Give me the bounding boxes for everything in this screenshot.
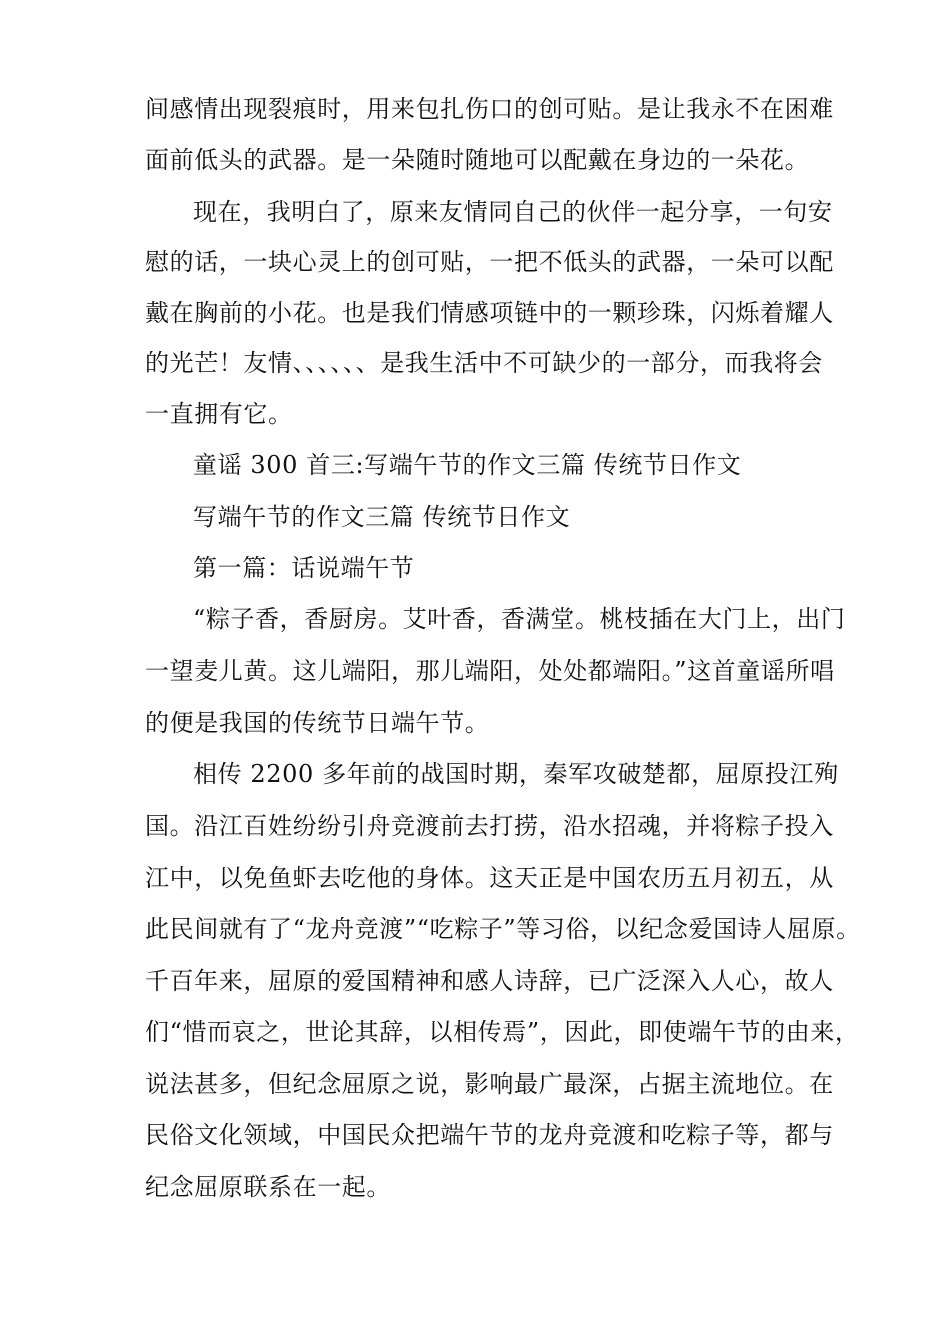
text-line: 间感情出现裂痕时，用来包扎伤口的创可贴。是让我永不在困难 [145, 95, 834, 123]
text-line: 国。沿江百姓纷纷引舟竞渡前去打捞，沿水招魂，并将粽子投入 [145, 812, 834, 840]
text-line: 江中，以免鱼虾去吃他的身体。这天正是中国农历五月初五，从 [145, 864, 834, 892]
text-line: 的光芒！友情、、、、、、是我生活中不可缺少的一部分，而我将会 [145, 349, 823, 377]
text-line: 们“惜而哀之，世论其辞，以相传焉”，因此，即使端午节的由来， [145, 1018, 860, 1046]
text-line: 慰的话，一块心灵上的创可贴，一把不低头的武器，一朵可以配 [145, 248, 834, 276]
text-line: 面前低头的武器。是一朵随时随地可以配戴在身边的一朵花。 [145, 146, 810, 174]
text-line: 现在，我明白了，原来友情同自己的伙伴一起分享，一句安 [193, 198, 833, 226]
text-line: “粽子香，香厨房。艾叶香，香满堂。桃枝插在大门上，出门 [193, 605, 846, 633]
text-line: 千百年来，屈原的爱国精神和感人诗辞，已广泛深入人心，故人 [145, 967, 834, 995]
heading-line: 童谣 300 首三:写端午节的作文三篇 传统节日作文 [193, 451, 742, 479]
heading-line: 写端午节的作文三篇 传统节日作文 [193, 503, 571, 531]
text-line: 此民间就有了“龙舟竞渡”“吃粽子”等习俗，以纪念爱国诗人屈原。 [145, 915, 861, 943]
text-line: 一直拥有它。 [145, 400, 293, 428]
text-line: 纪念屈原联系在一起。 [145, 1173, 391, 1201]
text-line: 戴在胸前的小花。也是我们情感项链中的一颗珍珠，闪烁着耀人 [145, 299, 834, 327]
heading-line: 第一篇：话说端午节 [193, 554, 415, 582]
text-line: 的便是我国的传统节日端午节。 [145, 709, 490, 737]
text-line: 相传 2200 多年前的战国时期，秦军攻破楚都，屈原投江殉 [193, 760, 839, 788]
text-line: 民俗文化领域，中国民众把端午节的龙舟竞渡和吃粽子等，都与 [145, 1121, 834, 1149]
text-line: 说法甚多，但纪念屈原之说，影响最广最深，占据主流地位。在 [145, 1070, 834, 1098]
text-line: 一望麦儿黄。这儿端阳，那儿端阳，处处都端阳。”这首童谣所唱 [145, 657, 835, 685]
